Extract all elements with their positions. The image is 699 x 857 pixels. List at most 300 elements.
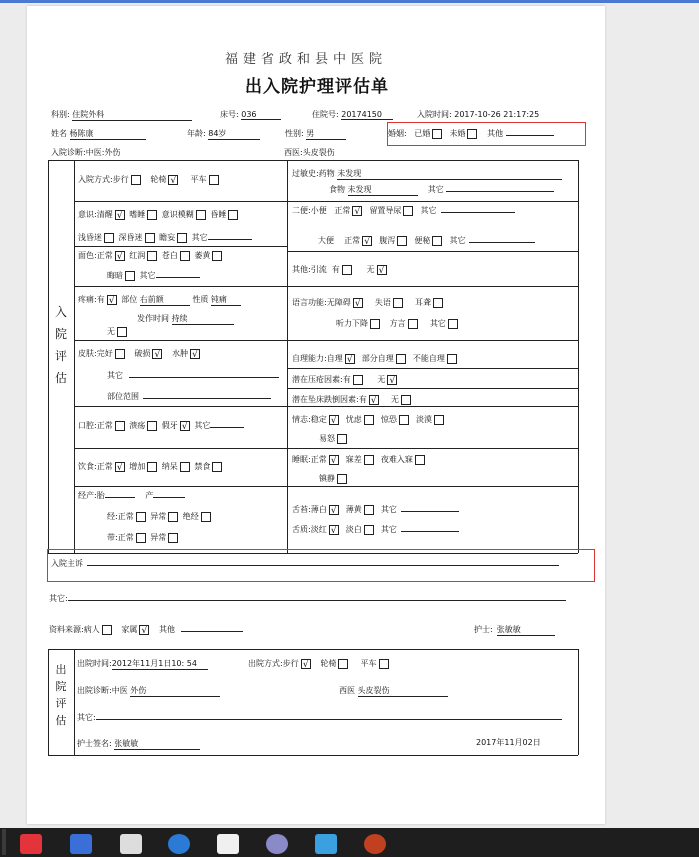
- sedative-label: 镇静: [319, 474, 335, 483]
- no-obstacle-checkbox[interactable]: √: [353, 298, 363, 308]
- no-label: 无: [377, 375, 386, 384]
- fall-yes-checkbox[interactable]: √: [369, 395, 379, 405]
- mood-label: 情志:: [292, 415, 311, 424]
- stretcher-label: 平车: [360, 659, 377, 668]
- obstetric-row: [78, 490, 185, 501]
- skin-other-input[interactable]: [129, 377, 279, 378]
- thin-yellow-checkbox[interactable]: [364, 505, 374, 515]
- face-other-input[interactable]: [156, 277, 200, 278]
- jaundice-label: 萎黄: [194, 251, 211, 260]
- drain-label: 其他:引流: [292, 265, 327, 274]
- dialect-checkbox[interactable]: [408, 319, 418, 329]
- row-divider: [74, 406, 578, 407]
- birth-input[interactable]: [153, 497, 185, 498]
- stretcher-label: 平车: [190, 175, 207, 184]
- mouth-label: 口腔:: [78, 421, 97, 430]
- patient-label: 病人: [83, 625, 100, 634]
- marital-other-label: 其他: [487, 129, 504, 138]
- mouth-row: [78, 420, 244, 431]
- light-coma-label: 浅昏迷: [78, 233, 102, 242]
- selfcare-label: 自理能力:: [292, 354, 327, 363]
- age-value: 84岁: [208, 128, 260, 140]
- poor-appetite-label: 纳呆: [161, 462, 178, 471]
- other-label: 其它: [449, 236, 466, 245]
- urine-row: [292, 205, 515, 216]
- pain-label: 疼痛:: [78, 295, 97, 304]
- normal-label: 正常: [96, 462, 113, 471]
- yes-label: 有: [96, 295, 105, 304]
- row-divider: [287, 251, 578, 252]
- admit-time-value: 2017-10-26 21:17:25: [454, 110, 540, 119]
- pale-white-label: 淡白: [345, 525, 362, 534]
- pregnancy-label: 胎: [96, 491, 105, 500]
- table-line: [48, 649, 49, 755]
- discharge-stretcher-checkbox[interactable]: [379, 659, 389, 669]
- pain-position-value: 右前额: [140, 294, 190, 306]
- chief-label: 入院主诉: [51, 559, 83, 568]
- bed-field: [220, 109, 281, 120]
- sleep-normal-checkbox[interactable]: √: [329, 455, 339, 465]
- urine-other-input[interactable]: [441, 212, 515, 213]
- age-label: 年龄:: [187, 129, 206, 138]
- discharge-walk-checkbox[interactable]: √: [301, 659, 311, 669]
- drain-no-checkbox[interactable]: √: [377, 265, 387, 275]
- allergy-food-row: [329, 184, 554, 196]
- leucorrhea-normal-checkbox[interactable]: [136, 533, 146, 543]
- pain-row: [78, 294, 241, 306]
- table-line: [48, 160, 578, 161]
- bug-icon[interactable]: [20, 834, 42, 854]
- mouth-other-input[interactable]: [210, 427, 244, 428]
- deep-coma-label: 深昏迷: [118, 233, 143, 242]
- yes-label: 有: [342, 375, 351, 384]
- ulcer-checkbox[interactable]: [147, 421, 157, 431]
- selfcare-none-label: 不能自理: [412, 354, 445, 363]
- speech-row: [292, 297, 445, 308]
- age-field: [187, 128, 260, 140]
- conscious-other-input[interactable]: [208, 239, 252, 240]
- walk-checkbox[interactable]: [131, 175, 141, 185]
- drainage-row: [292, 264, 389, 275]
- tongue-label: 舌质:: [292, 525, 311, 534]
- admit-diagnosis-western: 西医:头皮裂伤: [284, 148, 335, 157]
- selfcare-part-label: 部分自理: [361, 354, 394, 363]
- skin-area-input[interactable]: [143, 398, 271, 399]
- fasting-checkbox[interactable]: [212, 462, 222, 472]
- irritable-label: 易怒: [319, 434, 335, 443]
- hearing-row: [336, 318, 460, 329]
- light-coma-checkbox[interactable]: [104, 233, 114, 243]
- menses-abnormal-checkbox[interactable]: [168, 512, 178, 522]
- patient-checkbox[interactable]: [102, 625, 112, 635]
- other-label: 其它: [380, 505, 397, 514]
- insomnia-checkbox[interactable]: [364, 455, 374, 465]
- sleep-row-2: [319, 473, 349, 484]
- leucorrhea-row: [107, 532, 180, 543]
- table-line: [48, 755, 578, 756]
- coma-row: [78, 232, 252, 243]
- paint-icon[interactable]: [315, 834, 337, 854]
- pain-no-row: [107, 326, 129, 337]
- position-label: 部位: [121, 295, 138, 304]
- other-label: 其它: [139, 271, 156, 280]
- discharge-western-row: [339, 685, 448, 697]
- discharge-time-label: 出院时间:: [77, 659, 112, 668]
- unmarried-label: 未婚: [449, 129, 466, 138]
- sleep-row: [292, 454, 427, 465]
- mood-row: [292, 414, 446, 425]
- compass-icon[interactable]: [266, 834, 288, 854]
- poor-appetite-checkbox[interactable]: [180, 462, 190, 472]
- fear-checkbox[interactable]: [399, 415, 409, 425]
- window-top-border: [0, 0, 699, 3]
- no-obstacle-label: 无障碍: [326, 298, 351, 307]
- dark-checkbox[interactable]: [125, 271, 135, 281]
- nature-label: 性质: [192, 295, 209, 304]
- speech-label: 语言功能:: [292, 298, 327, 307]
- sleep-label: 睡眠:: [292, 455, 311, 464]
- indifferent-checkbox[interactable]: [434, 415, 444, 425]
- selfcare-part-checkbox[interactable]: [396, 354, 406, 364]
- face-label: 面色:: [78, 251, 97, 260]
- other-label: 其它: [380, 525, 397, 534]
- clear-label: 清醒: [96, 210, 113, 219]
- worry-checkbox[interactable]: [364, 415, 374, 425]
- other-label: 其它: [191, 233, 208, 242]
- denture-checkbox[interactable]: √: [180, 421, 190, 431]
- pressure-yes-checkbox[interactable]: [353, 375, 363, 385]
- admit-mode-row: [78, 174, 221, 185]
- aphasia-label: 失语: [374, 298, 391, 307]
- complexion-row-2: [107, 270, 200, 281]
- menopause-checkbox[interactable]: [201, 512, 211, 522]
- leucorrhea-abnormal-checkbox[interactable]: [168, 533, 178, 543]
- normal-label: 正常: [96, 251, 113, 260]
- no-label: 无: [390, 395, 399, 404]
- hearing-down-checkbox[interactable]: [370, 319, 380, 329]
- allergy-other-input[interactable]: [446, 191, 554, 192]
- thin-yellow-label: 薄黄: [345, 505, 362, 514]
- selfcare-full-checkbox[interactable]: √: [345, 354, 355, 364]
- marital-label: 婚姻:: [388, 129, 407, 138]
- clear-checkbox[interactable]: √: [115, 210, 125, 220]
- mouth-normal-checkbox[interactable]: [115, 421, 125, 431]
- skin-other-row: [107, 370, 279, 381]
- fasting-label: 禁食: [194, 462, 211, 471]
- broken-checkbox[interactable]: √: [152, 349, 162, 359]
- discharge-western-value: 头皮裂伤: [358, 685, 448, 697]
- delirium-checkbox[interactable]: [177, 233, 187, 243]
- aphasia-checkbox[interactable]: [393, 298, 403, 308]
- discharge-western-label: 西医: [339, 686, 355, 695]
- retention-label: 留置导尿: [369, 206, 402, 215]
- birth-label: 产: [145, 491, 154, 500]
- abnormal-label: 异常: [150, 512, 167, 521]
- confused-checkbox[interactable]: [196, 210, 206, 220]
- source-label: 资料来源:: [49, 625, 84, 634]
- avatar-icon[interactable]: [364, 834, 386, 854]
- table-line: [578, 649, 579, 755]
- discharge-time-value: 2012年11月1日10: 54: [112, 658, 208, 670]
- pain-no-checkbox[interactable]: [117, 327, 127, 337]
- selfcare-row: [292, 353, 459, 364]
- name-value: 杨陈康: [70, 128, 146, 140]
- dialect-label: 方言: [389, 319, 406, 328]
- tongue-row: [292, 524, 459, 535]
- bed-label: 床号:: [220, 110, 239, 119]
- family-checkbox[interactable]: √: [139, 625, 149, 635]
- doctor-icon[interactable]: [217, 834, 239, 854]
- notepad-icon[interactable]: [120, 834, 142, 854]
- page-title: 出入院护理评估单: [245, 77, 389, 97]
- hearing-down-label: 听力下降: [336, 319, 368, 328]
- tongue-coat-other-input[interactable]: [401, 511, 459, 512]
- nurse-row: [474, 624, 555, 636]
- row-divider: [74, 448, 578, 449]
- married-label: 已婚: [414, 129, 431, 138]
- signature-date: 2017年11月02日: [476, 738, 541, 747]
- row-divider: [74, 201, 578, 202]
- admit-time-label: 入院时间:: [417, 110, 452, 119]
- diarrhea-checkbox[interactable]: [397, 236, 407, 246]
- stable-label: 稳定: [310, 415, 327, 424]
- table-line: [48, 649, 578, 650]
- fall-no-checkbox[interactable]: [401, 395, 411, 405]
- diet-normal-checkbox[interactable]: √: [115, 462, 125, 472]
- discharge-mode-row: [248, 658, 391, 669]
- edema-checkbox[interactable]: √: [190, 349, 200, 359]
- no-label: 无: [366, 265, 375, 274]
- mood-row-2: [319, 433, 349, 444]
- indifferent-label: 淡漠: [415, 415, 432, 424]
- pregnancy-input[interactable]: [105, 497, 135, 498]
- normal-label: 正常: [117, 533, 134, 542]
- taskbar: [0, 828, 699, 857]
- skin-area-row: [107, 391, 271, 402]
- constipation-checkbox[interactable]: [432, 236, 442, 246]
- pale-red-label: 淡红: [310, 525, 327, 534]
- thin-white-checkbox[interactable]: √: [329, 505, 339, 515]
- pressure-label: 潜在压疮因素:: [292, 375, 343, 384]
- other-label: 其它: [194, 421, 211, 430]
- name-field: [51, 128, 146, 140]
- food-label: 食物: [329, 185, 345, 194]
- table-line: [74, 649, 75, 755]
- wheelchair-label: 轮椅: [320, 659, 337, 668]
- increase-label: 增加: [129, 462, 146, 471]
- hospital-name: 福建省政和县中医院: [225, 52, 388, 67]
- bed-value: 036: [241, 110, 281, 120]
- pale-white-checkbox[interactable]: [364, 525, 374, 535]
- dept-value: 住院外科: [72, 109, 192, 121]
- flushed-label: 红润: [129, 251, 146, 260]
- allergy-food-value: 未发现: [348, 184, 418, 196]
- sex-label: 性别:: [285, 129, 304, 138]
- discharge-wheelchair-checkbox[interactable]: [338, 659, 348, 669]
- stool-normal-checkbox[interactable]: √: [362, 236, 372, 246]
- dark-label: 晦暗: [107, 271, 123, 280]
- discharge-tcm-value: 外伤: [130, 685, 220, 697]
- abnormal-label: 异常: [150, 533, 167, 542]
- sex-field: [285, 128, 346, 140]
- delirium-label: 瞻妄: [159, 233, 176, 242]
- intact-checkbox[interactable]: [115, 349, 125, 359]
- row-divider: [74, 286, 578, 287]
- source-row: [49, 624, 243, 635]
- wheelchair-checkbox[interactable]: √: [168, 175, 178, 185]
- selfcare-full-label: 自理: [326, 354, 343, 363]
- table-line: [287, 160, 288, 553]
- selfcare-none-checkbox[interactable]: [447, 354, 457, 364]
- row-divider: [287, 368, 578, 369]
- stupor-checkbox[interactable]: [228, 210, 238, 220]
- normal-label: 正常: [117, 512, 134, 521]
- irritable-checkbox[interactable]: [337, 434, 347, 444]
- skin-row: [78, 348, 202, 359]
- allergy-label: 过敏史:药物: [292, 169, 335, 178]
- other-notes-row: [49, 593, 566, 604]
- obst-label: 经产:: [78, 491, 97, 500]
- source-other-label: 其他: [158, 625, 175, 634]
- highlight-box-marital: [387, 122, 586, 146]
- skin-other-label: 其它: [107, 371, 123, 380]
- stool-other-input[interactable]: [469, 242, 535, 243]
- stupor-label: 昏睡: [210, 210, 227, 219]
- other-notes-label: 其它:: [49, 594, 68, 603]
- worry-label: 忧虑: [345, 415, 362, 424]
- pale-checkbox[interactable]: [180, 251, 190, 261]
- constipation-label: 便秘: [414, 236, 431, 245]
- drain-yes-checkbox[interactable]: [342, 265, 352, 275]
- normal-label: 正常: [310, 455, 327, 464]
- consciousness-row: [78, 209, 240, 220]
- menses-row: [107, 511, 213, 522]
- pressure-no-checkbox[interactable]: √: [387, 375, 397, 385]
- deaf-label: 耳聋: [415, 298, 432, 307]
- name-label: 姓名: [51, 129, 67, 138]
- pressure-row: [292, 374, 399, 385]
- pale-red-checkbox[interactable]: √: [329, 525, 339, 535]
- tongue-coat-row: [292, 504, 459, 515]
- nurse-label: 护士:: [474, 625, 493, 634]
- row-divider: [74, 486, 578, 487]
- discharge-other-input[interactable]: [96, 719, 562, 720]
- ulcer-label: 溃疡: [129, 421, 146, 430]
- nurse-name-value: 张敏敏: [497, 624, 555, 636]
- stool-row: [318, 235, 535, 246]
- sex-value: 男: [306, 128, 346, 140]
- table-line: [74, 160, 75, 553]
- broken-label: 破损: [134, 349, 151, 358]
- other-label: 其它: [427, 185, 444, 194]
- discharge-other-row: [77, 712, 562, 723]
- speech-other-checkbox[interactable]: [448, 319, 458, 329]
- discharge-diag-row: [77, 685, 220, 697]
- pain-yes-checkbox[interactable]: √: [107, 295, 117, 305]
- increase-checkbox[interactable]: [147, 462, 157, 472]
- discharge-section-label: 出 院 评 估: [55, 663, 67, 727]
- pale-label: 苍白: [161, 251, 178, 260]
- flushed-checkbox[interactable]: [147, 251, 157, 261]
- other-label: 其它: [429, 319, 446, 328]
- no-label: 无: [107, 327, 115, 336]
- jaundice-checkbox[interactable]: [212, 251, 222, 261]
- admit-section-label: 入 院 评 估: [54, 305, 67, 385]
- family-label: 家属: [121, 625, 138, 634]
- source-other-input[interactable]: [181, 631, 243, 632]
- dept-field: [51, 109, 192, 121]
- other-notes-input[interactable]: [68, 600, 566, 601]
- dept-label: 科别:: [51, 110, 70, 119]
- nurse-signature-value: 张敏敏: [114, 738, 200, 750]
- menopause-label: 绝经: [182, 512, 199, 521]
- menses-label: 经:: [107, 512, 118, 521]
- highlight-box-chief-complaint: [47, 549, 595, 582]
- skin-area-label: 部位范围: [107, 392, 139, 401]
- deaf-checkbox[interactable]: [433, 298, 443, 308]
- thin-white-label: 薄白: [310, 505, 327, 514]
- admit-mode-label: 入院方式:: [78, 175, 113, 184]
- browser-icon[interactable]: [168, 834, 190, 854]
- admit-diag-label: 入院诊断:中医:: [51, 148, 105, 157]
- insomnia-label: 寐差: [345, 455, 362, 464]
- skin-label: 皮肤:: [78, 349, 97, 358]
- leucorrhea-label: 带:: [107, 533, 118, 542]
- stretcher-checkbox[interactable]: [209, 175, 219, 185]
- drowsy-checkbox[interactable]: [147, 210, 157, 220]
- pain-onset-row: [137, 313, 234, 325]
- inpatient-value: 20174150: [341, 110, 393, 120]
- inpatient-label: 住院号:: [312, 110, 339, 119]
- nurse-sign-label: 护士签名:: [77, 739, 112, 748]
- fall-label: 潜在坠床跌倒因素:: [292, 395, 359, 404]
- yes-label: 有: [358, 395, 367, 404]
- tongue-other-input[interactable]: [401, 531, 459, 532]
- sedative-checkbox[interactable]: [337, 474, 347, 484]
- fall-row: [292, 394, 413, 405]
- confused-label: 意识模糊: [161, 210, 194, 219]
- complexion-row: [78, 250, 224, 261]
- hard-sleep-checkbox[interactable]: [415, 455, 425, 465]
- taskbar-handle[interactable]: [2, 829, 6, 855]
- remote-desktop-icon[interactable]: [70, 834, 92, 854]
- onset-label: 发作时间: [137, 314, 169, 323]
- retention-checkbox[interactable]: [403, 206, 413, 216]
- urine-normal-checkbox[interactable]: √: [352, 206, 362, 216]
- deep-coma-checkbox[interactable]: [145, 233, 155, 243]
- allergy-drug-value: 未发现: [337, 168, 562, 180]
- denture-label: 假牙: [161, 421, 178, 430]
- table-line: [578, 160, 579, 553]
- face-normal-checkbox[interactable]: √: [115, 251, 125, 261]
- walk-label: 步行: [112, 175, 129, 184]
- tongue-coat-label: 舌苔:: [292, 505, 311, 514]
- diet-row: [78, 461, 224, 472]
- table-line: [48, 160, 49, 553]
- diet-label: 饮食:: [78, 462, 97, 471]
- drowsy-label: 嗜睡: [129, 210, 146, 219]
- admit-diag-tcm-value: 外伤: [104, 148, 121, 157]
- nurse-signature-row: [77, 738, 200, 750]
- edema-label: 水肿: [171, 349, 188, 358]
- menses-normal-checkbox[interactable]: [136, 512, 146, 522]
- pain-nature-value: 钝痛: [211, 294, 241, 306]
- discharge-time-row: [77, 658, 208, 670]
- stable-checkbox[interactable]: √: [329, 415, 339, 425]
- row-divider: [74, 246, 287, 247]
- discharge-diag-label: 出院诊断:中医: [77, 686, 128, 695]
- document-page: [27, 6, 605, 824]
